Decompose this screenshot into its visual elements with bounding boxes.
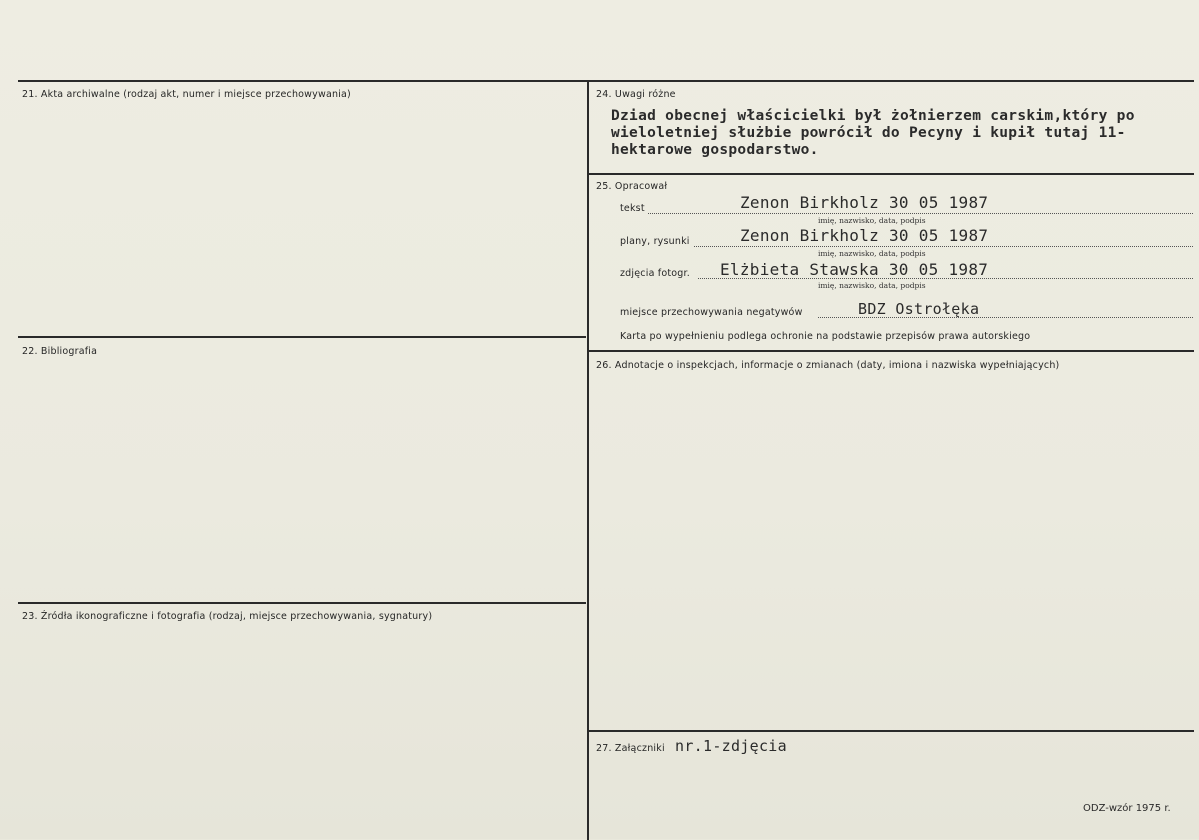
rule-right-26 <box>589 350 1194 352</box>
negatives-caption: miejsce przechowywania negatywów <box>620 307 803 318</box>
author-plans-value: Zenon Birkholz 30 05 1987 <box>740 226 989 245</box>
field-24-label: 24. Uwagi różne <box>596 89 676 100</box>
author-plans-caption: plany, rysunki <box>620 236 690 247</box>
negatives-value: BDZ Ostrołęka <box>858 300 980 318</box>
author-photos-sublabel: imię, nazwisko, data, podpis <box>818 281 926 290</box>
remarks-line-1: Dziad obecnej właścicielki był żołnierzem carskim,który po <box>611 108 1135 124</box>
author-text-dotted-line <box>648 213 1193 214</box>
top-rule <box>18 80 1194 82</box>
rule-left-22 <box>18 336 586 338</box>
author-photos-caption: zdjęcia fotogr. <box>620 268 690 279</box>
field-25-label: 25. Opracował <box>596 181 668 192</box>
author-photos-value: Elżbieta Stawska 30 05 1987 <box>720 260 989 279</box>
rule-right-25 <box>589 173 1194 175</box>
remarks-line-3: hektarowe gospodarstwo. <box>611 142 819 158</box>
author-text-caption: tekst <box>620 203 645 214</box>
center-divider <box>587 80 589 840</box>
field-23-label: 23. Źródła ikonograficzne i fotografia (rodzaj, miejsce przechowywania, sygnatury) <box>22 611 433 622</box>
rule-right-27 <box>589 730 1194 732</box>
author-text-value: Zenon Birkholz 30 05 1987 <box>740 193 989 212</box>
form-id: ODZ-wzór 1975 r. <box>1083 803 1171 814</box>
rule-left-23 <box>18 602 586 604</box>
field-26-label: 26. Adnotacje o inspekcjach, informacje o zmianach (daty, imiona i nazwiska wypełniających) <box>596 360 1060 371</box>
field-22-label: 22. Bibliografia <box>22 346 98 357</box>
field-21-label: 21. Akta archiwalne (rodzaj akt, numer i miejsce przechowywania) <box>22 89 351 100</box>
author-plans-sublabel: imię, nazwisko, data, podpis <box>818 249 926 258</box>
remarks-line-2: wieloletniej służbie powrócił do Pecyny i kupił tutaj 11- <box>611 125 1126 141</box>
copyright-notice: Karta po wypełnieniu podlega ochronie na podstawie przepisów prawa autorskiego <box>620 331 1031 342</box>
attachments-value: nr.1-zdjęcia <box>675 737 787 755</box>
author-text-sublabel: imię, nazwisko, data, podpis <box>818 216 926 225</box>
field-27-label: 27. Załączniki <box>596 743 665 754</box>
author-plans-dotted-line <box>694 246 1193 247</box>
